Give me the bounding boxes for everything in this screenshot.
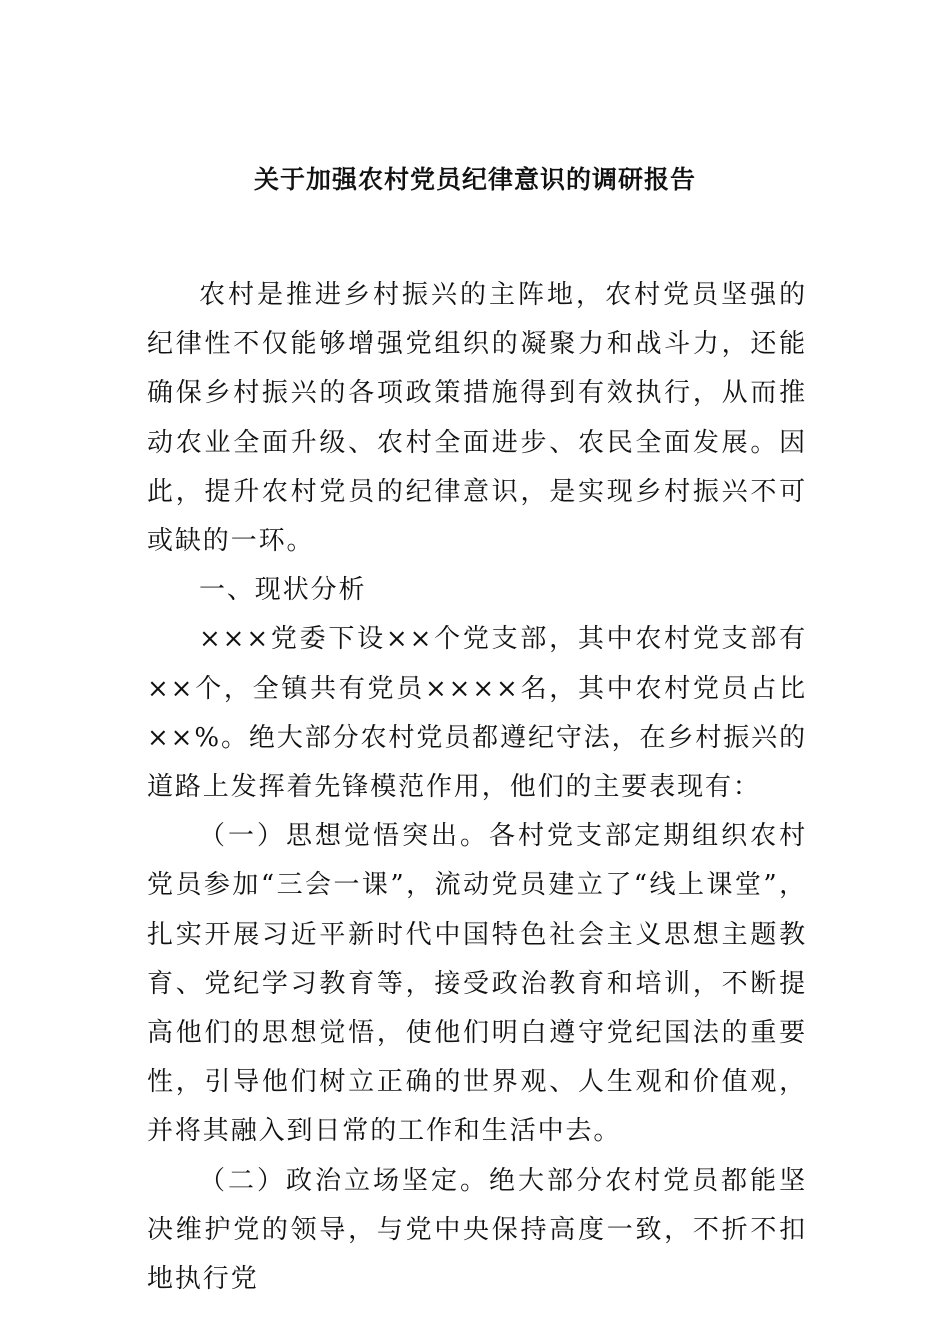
paragraph-political-stance: （二）政治立场坚定。绝大部分农村党员都能坚决维护党的领导，与党中央保持高度一致，不折不扣地执行党: [147, 1165, 807, 1295]
paragraph-overview: ×××党委下设××个党支部，其中农村党支部有××个，全镇共有党员××××名，其中农村党员占比××%。绝大部分农村党员都遵纪守法，在乡村振兴的道路上发挥着先锋模范作用，他们的主要表现有：: [147, 624, 807, 803]
paragraph-intro: 农村是推进乡村振兴的主阵地，农村党员坚强的纪律性不仅能够增强党组织的凝聚力和战斗力，还能确保乡村振兴的各项政策措施得到有效执行，从而推动农业全面升级、农村全面进步、农民全面发展。因此，提升农村党员的纪律意识，是实现乡村振兴不可或缺的一环。: [147, 280, 807, 557]
paragraph-ideological-awareness: （一）思想觉悟突出。各村党支部定期组织农村党员参加“三会一课”，流动党员建立了“线上课堂”，扎实开展习近平新时代中国特色社会主义思想主题教育、党纪学习教育等，接受政治教育和培训，不断提高他们的思想觉悟，使他们明白遵守党纪国法的重要性，引导他们树立正确的世界观、人生观和价值观，并将其融入到日常的工作和生活中去。: [147, 821, 807, 1147]
document-body: [147, 271, 807, 1304]
document-title: 关于加强农村党员纪律意识的调研报告: [253, 165, 696, 194]
section-heading-status-analysis: 一、现状分析: [199, 575, 367, 606]
